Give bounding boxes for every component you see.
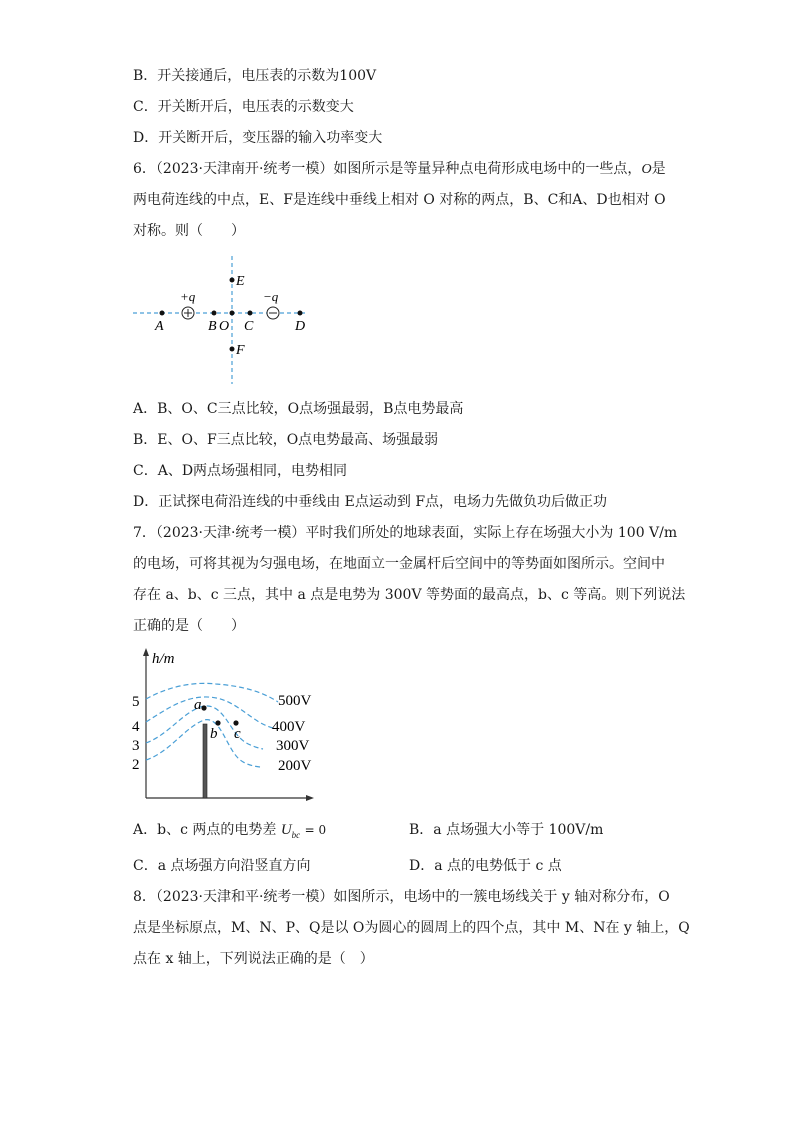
label-D: D (295, 319, 306, 334)
label-neg-charge: −q (263, 289, 279, 304)
q7-equipotential-figure (128, 646, 328, 808)
q7-option-d: D．a 点的电势低于 c 点 (409, 858, 562, 874)
q6-stem-1c: 是 (651, 161, 666, 177)
point-B (212, 311, 217, 316)
h-axis-label: h/m (152, 651, 175, 667)
q8-stem-line-2: 点是坐标原点，M、N、P、Q是以 O为圆心的圆周上的四个点，其中 M、N在 y 轴上，Q (133, 920, 690, 936)
q7-stem-line-1: 7．（2023·天津·统考一模）平时我们所处的地球表面，实际上存在场强大小为 100 V/m (133, 525, 678, 541)
q7-option-a-sub: bc (291, 829, 301, 840)
q7-stem-line-3: 存在 a、b、c 三点，其中 a 点是电势为 300V 等势面的最高点，b、c 等高。则下列说法 (133, 587, 686, 603)
point-a (201, 705, 206, 710)
label-C: C (244, 319, 254, 334)
label-500V: 500V (278, 693, 312, 709)
equipotential-500V (146, 683, 278, 702)
point-C (248, 311, 253, 316)
point-F (230, 347, 235, 352)
y-tick-3: 3 (132, 738, 140, 754)
q7-stem-line-2: 的电场，可将其视为匀强电场，在地面立一金属杆后空间中的等势面如图所示。空间中 (133, 556, 665, 572)
label-pos-charge: +q (180, 289, 196, 304)
q6-stem-line-2: 两电荷连线的中点，E、F是连线中垂线上相对 O 对称的两点，B、C和A、D也相对 O (133, 192, 666, 208)
label-c: c (234, 726, 241, 742)
q6-stem-line-1 (133, 159, 666, 180)
q5-option-c: C．开关断开后，电压表的示数变大 (133, 99, 354, 115)
q5-option-d: D．开关断开后，变压器的输入功率变大 (133, 130, 383, 146)
q6-option-b: B．E、O、F三点比较，O点电势最高、场强最弱 (133, 432, 439, 448)
y-tick-4: 4 (132, 719, 140, 735)
label-b: b (210, 726, 218, 742)
q8-stem-line-3: 点在 x 轴上，下列说法正确的是（ ） (133, 951, 374, 967)
label-E: E (236, 274, 245, 289)
label-B: B (208, 319, 217, 334)
metal-rod (203, 724, 207, 798)
q6-stem-1a: 6．（2023·天津南开·统考一模）如图所示是等量异种点电荷形成电场中的一些点， (133, 161, 642, 177)
q5-option-b: B．开关接通后，电压表的示数为100V (133, 68, 377, 84)
q7-option-a-text: A．b、c 两点的电势差 (133, 822, 277, 838)
q6-charge-figure (130, 252, 330, 388)
q6-option-c: C．A、D两点场强相同，电势相同 (133, 463, 348, 479)
q8-stem-line-1: 8．（2023·天津和平·统考一模）如图所示，电场中的一簇电场线关于 y 轴对称分布，O (133, 889, 670, 905)
equipotential-400V (146, 697, 273, 728)
q6-option-a: A．B、O、C三点比较，O点场强最弱，B点电势最高 (133, 401, 464, 417)
point-c (233, 720, 238, 725)
label-A: A (155, 319, 164, 334)
y-tick-2: 2 (132, 757, 140, 773)
label-300V: 300V (276, 738, 310, 754)
q7-stem-line-4: 正确的是（ ） (133, 618, 245, 634)
point-D (298, 311, 303, 316)
y-tick-5: 5 (132, 694, 140, 710)
q7-option-a-formula: U (280, 822, 292, 838)
q7-option-a (133, 820, 326, 845)
point-E (230, 278, 235, 283)
q7-option-b: B．a 点场强大小等于 100V/m (409, 822, 604, 838)
q6-option-d: D．正试探电荷沿连线的中垂线由 E点运动到 F点，电场力先做负功后做正功 (133, 494, 608, 510)
label-O: O (219, 319, 230, 334)
q7-option-a-eq: = 0 (304, 823, 327, 837)
label-a: a (194, 697, 202, 713)
label-400V: 400V (272, 719, 306, 735)
label-200V: 200V (278, 758, 312, 774)
q6-stem-1b: O (641, 162, 652, 177)
point-A (160, 311, 165, 316)
q6-stem-line-3: 对称。则（ ） (133, 223, 245, 239)
q7-option-c: C．a 点场强方向沿竖直方向 (133, 858, 311, 874)
point-b (215, 720, 220, 725)
label-F: F (236, 343, 245, 358)
point-O (230, 311, 235, 316)
